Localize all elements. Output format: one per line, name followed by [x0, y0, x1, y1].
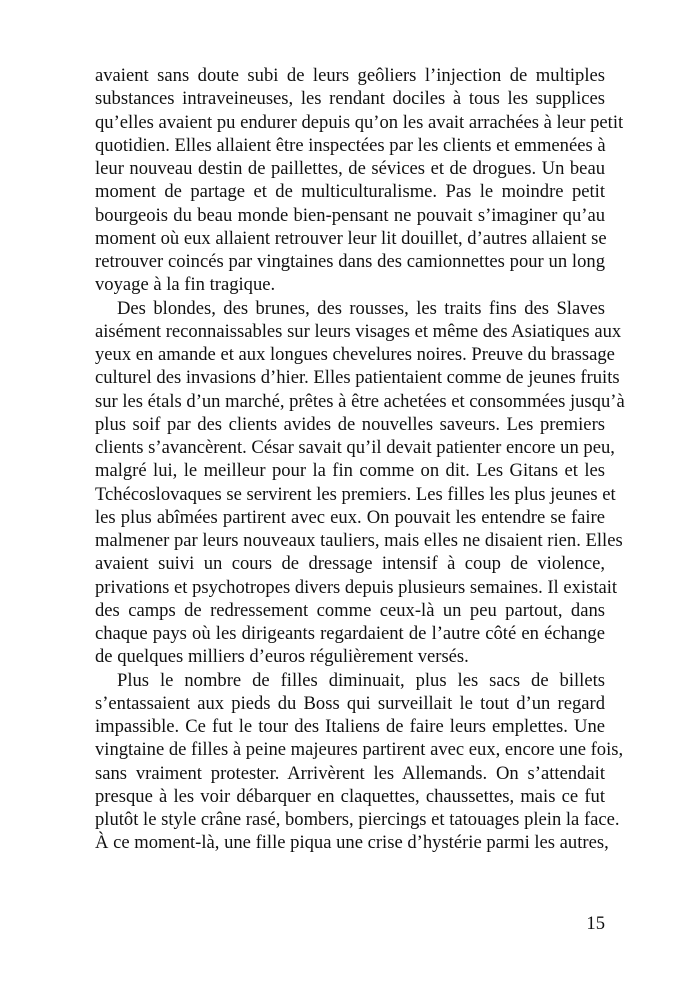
text-line: leur nouveau destin de paillettes, de sévices et de drogues. Un beau — [95, 158, 605, 179]
text-line: À ce moment-là, une fille piqua une crise d’hystérie parmi les autres, — [95, 832, 609, 854]
text-line: aisément reconnaissables sur leurs visages et même des Asiatiques aux — [95, 320, 622, 342]
text-line: vingtaine de filles à peine majeures partirent avec eux, encore une fois, — [95, 739, 624, 761]
text-line: moment où eux allaient retrouver leur lit douillet, d’autres allaient se — [95, 227, 607, 249]
paragraph-3 — [95, 669, 624, 855]
text-line: avaient sans doute subi de leurs geôliers l’injection de multiples — [95, 65, 605, 86]
text-line: privations et psychotropes divers depuis plusieurs semaines. Il existait — [95, 576, 618, 598]
text-line: sans vraiment protester. Arrivèrent les Allemands. On s’attendait — [95, 762, 605, 784]
text-line: de quelques milliers d’euros régulièrement versés. — [95, 646, 469, 668]
text-line: substances intraveineuses, les rendant dociles à tous les supplices — [95, 88, 605, 110]
text-line: malgré lui, le meilleur pour la fin comme on dit. Les Gitans et les — [95, 460, 605, 482]
text-line: retrouver coincés par vingtaines dans des camionnettes pour un long — [95, 251, 605, 272]
text-line: quotidien. Elles allaient être inspectées par les clients et emmenées à — [95, 134, 606, 156]
text-line: s’entassaient aux pieds du Boss qui surveillait le tout d’un regard — [95, 692, 605, 714]
text-line: bourgeois du beau monde bien-pensant ne pouvait s’imaginer qu’au — [95, 204, 605, 226]
paragraph-1 — [95, 64, 624, 297]
text-line: plus soif par des clients avides de nouvelles saveurs. Les premiers — [95, 413, 605, 435]
text-line: chaque pays où les dirigeants regardaient de l’autre côté en échange — [95, 623, 605, 644]
text-line: des camps de redressement comme ceux-là un peu partout, dans — [95, 599, 605, 621]
text-line: yeux en amande et aux longues chevelures noires. Preuve du brassage — [95, 344, 615, 365]
text-line: impassible. Ce fut le tour des Italiens de faire leurs emplettes. Une — [95, 716, 605, 737]
text-line: Plus le nombre de filles diminuait, plus les sacs de billets — [117, 669, 605, 691]
text-line: avaient suivi un cours de dressage intensif à coup de violence, — [95, 553, 605, 575]
text-line: Des blondes, des brunes, des rousses, les traits fins des Slaves — [117, 297, 605, 319]
text-line: malmener par leurs nouveaux tauliers, mais elles ne disaient rien. Elles — [95, 530, 623, 551]
text-line: culturel des invasions d’hier. Elles patientaient comme de jeunes fruits — [95, 367, 620, 389]
text-line: clients s’avancèrent. César savait qu’il devait patienter encore un peu, — [95, 437, 615, 458]
text-line: voyage à la fin tragique. — [95, 274, 276, 296]
body-text — [95, 64, 625, 855]
text-line: Tchécoslovaques se servirent les premiers. Les filles les plus jeunes et — [95, 483, 616, 505]
paragraph-2 — [95, 297, 625, 669]
text-line: sur les étals d’un marché, prêtes à être achetées et consommées jusqu’à — [95, 390, 625, 412]
text-line: plutôt le style crâne rasé, bombers, piercings et tatouages plein la face. — [95, 809, 620, 830]
text-line: les plus abîmées partirent avec eux. On pouvait les entendre se faire — [95, 506, 605, 528]
text-line: qu’elles avaient pu endurer depuis qu’on les avait arrachées à leur petit — [95, 111, 624, 133]
text-line: moment de partage et de multiculturalisme. Pas le moindre petit — [95, 181, 605, 203]
text-line: presque à les voir débarquer en claquettes, chaussettes, mais ce fut — [95, 785, 605, 807]
page-number: 15 — [586, 913, 605, 934]
